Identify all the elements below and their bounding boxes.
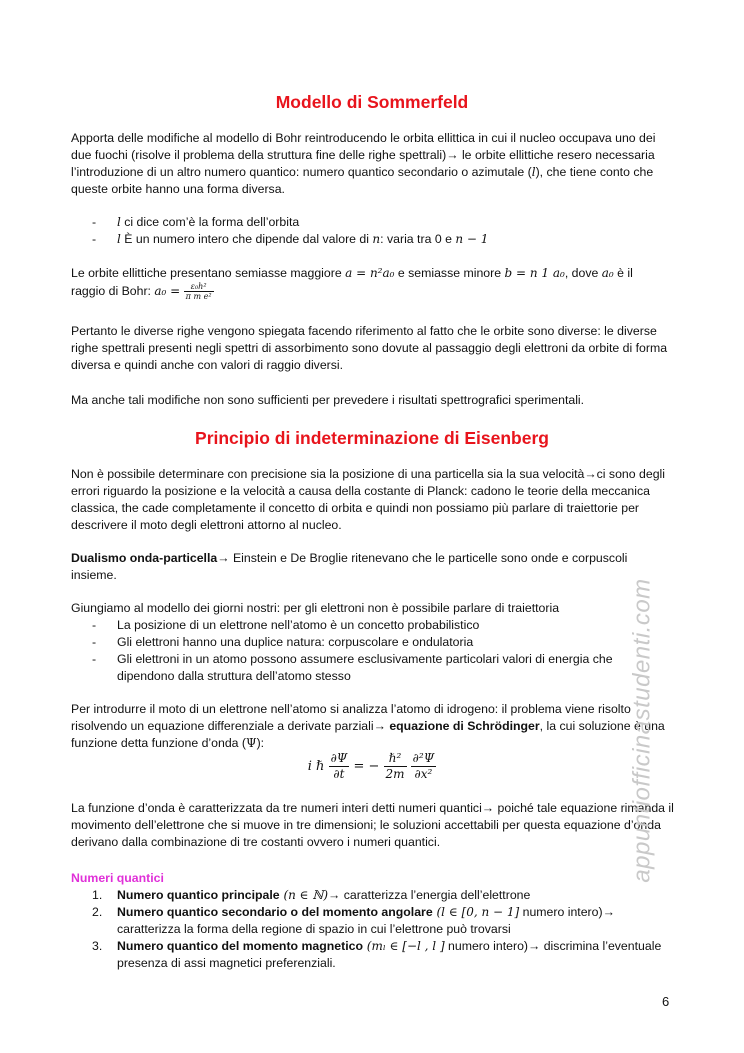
text: → Einstein e De Broglie ritenevano che le particelle sono onde e corpuscoli insieme. — [71, 551, 628, 582]
text: , dove — [564, 266, 602, 280]
paragraph — [71, 130, 676, 198]
fraction-numerator: ℏ² — [384, 751, 407, 767]
text: ): — [256, 736, 265, 750]
text: Gli elettroni in un atomo possono assumere esclusivamente particolari valori di energia che dipendono dalla struttura dell’atomo stesso — [117, 652, 613, 683]
text: e semiasse minore — [394, 266, 505, 280]
numbered-list — [92, 887, 672, 972]
text: La posizione di un elettrone nell’atomo è un concetto probabilistico — [117, 618, 480, 632]
paragraph: Ma anche tali modifiche non sono sufficienti per prevedere i risultati spettrografici sperimentali. — [71, 393, 585, 407]
eq-fraction — [411, 751, 437, 782]
bold-term: Numero quantico principale — [117, 888, 280, 902]
subsection-title-numeri-quantici: Numeri quantici — [71, 871, 164, 885]
watermark — [622, 540, 662, 920]
eq-term: = − — [353, 759, 380, 774]
fraction-numerator: ε₀h² — [184, 282, 214, 292]
fraction-denominator: ∂x² — [414, 767, 433, 781]
list-item — [92, 938, 672, 972]
text: ), che tiene conto che queste orbite hanno una forma diversa. — [71, 165, 654, 196]
bullet-list — [92, 617, 662, 685]
math-expr: a = n²a₀ — [345, 266, 395, 280]
text: raggio di Bohr: — [71, 283, 155, 298]
bohr-radius-fraction — [184, 282, 214, 301]
paragraph — [71, 701, 676, 752]
item-number: 1. — [92, 888, 103, 902]
text: Gli elettroni hanno una duplice natura: corpuscolare e ondulatoria — [117, 635, 474, 649]
list-item: - l È un numero intero che dipende dal valore di n: varia tra 0 e n − 1 — [92, 232, 489, 246]
text: → caratterizza l’energia dell’elettrone — [328, 888, 531, 902]
text: è il — [613, 266, 633, 280]
bold-term: Numero quantico secondario o del momento angolare — [117, 905, 433, 919]
paragraph: Pertanto le diverse righe vengono spiegata facendo riferimento al fatto che le orbite sono diverse: le diverse righe spettrali presenti negli spettri di assorbimento sono dovute al passaggio degli elettroni da orbite di forma diversa e quindi anche con valori di raggio diversi. — [71, 324, 668, 372]
text: : varia tra 0 e — [380, 232, 456, 246]
text: Per introdurre il moto di un elettrone nell’atomo si analizza l’atomo di idrogeno: il problema viene risolto risolvendo un equazione differenziale a derivate parziali→ — [71, 702, 631, 733]
text: numero intero)→ discrimina l’eventuale presenza di assi magnetici preferenziali. — [117, 939, 662, 970]
math-var: l — [531, 165, 536, 179]
list-item — [92, 904, 672, 938]
paragraph — [71, 265, 676, 301]
text: È un numero intero che dipende dal valore di — [120, 232, 373, 246]
bold-term: Dualismo onda-particella — [71, 551, 218, 565]
text: numero intero)→ caratterizza la forma della regione di spazio in cui l’elettrone può trovarsi — [117, 905, 615, 936]
text: Le orbite ellittiche presentano semiasse maggiore — [71, 266, 346, 280]
section-title-eisenberg: Principio di indeterminazione di Eisenberg — [195, 428, 549, 448]
item-number: 3. — [92, 939, 103, 953]
math-symbol: Ψ — [246, 736, 257, 750]
text: , la cui soluzione è una funzione detta funzione d’onda ( — [71, 719, 665, 750]
page-number: 6 — [662, 994, 670, 1009]
math-expr: a₀ = — [154, 283, 181, 298]
list-item: - l ci dice com’è la forma dell’orbita — [92, 215, 300, 229]
math-expr: b = n 1 a₀ — [504, 266, 565, 280]
paragraph: Giungiamo al modello dei giorni nostri: per gli elettroni non è possibile parlare di traiettoria — [71, 601, 560, 615]
math-var: n — [372, 232, 381, 246]
math-expr: (l ∈ [0, n − 1] — [432, 905, 520, 919]
bold-term: Numero quantico del momento magnetico — [117, 939, 363, 953]
eq-fraction — [384, 751, 407, 782]
section-title-sommerfeld: Modello di Sommerfeld — [275, 92, 469, 112]
math-expr: (n ∈ ℕ) — [279, 888, 329, 902]
eq-term: i ℏ — [307, 759, 325, 774]
fraction-numerator: ∂²Ψ — [412, 751, 435, 765]
watermark-text: appuntiofficinastudenti.com — [628, 577, 656, 883]
paragraph: Non è possibile determinare con precisione sia la posizione di una particella sia la sua velocità→ci sono degli errori riguardo la posizione e la velocità a causa della costante di Planck: cadono le teorie della meccanica classica, the cade completamente il concetto di orbita e quindi non possiamo più parlare di traiettorie per descrivere il moto degli elettroni attorno al nucleo. — [71, 467, 665, 532]
fraction-denominator: 2m — [385, 767, 405, 781]
fraction-numerator: ∂Ψ — [330, 751, 348, 765]
fraction-denominator: ∂t — [333, 767, 345, 781]
text: Apporta delle modifiche al modello di Bohr reintroducendo le orbita ellittica in cui il nucleo occupava uno dei due fuochi (risolve il problema della struttura fine delle righe spettrali)→ le orbite ellittiche resero necessaria l’introduzione di un altro numero quantico: numero quantico secondario o azimutale ( — [71, 131, 656, 179]
paragraph — [71, 550, 676, 584]
item-number: 2. — [92, 905, 103, 919]
math-expr: a₀ — [601, 266, 614, 280]
fraction-denominator: π m e² — [185, 292, 212, 301]
eq-fraction — [329, 751, 350, 782]
list-item: - Gli elettroni hanno una duplice natura: corpuscolare e ondulatoria — [92, 635, 474, 649]
bold-term: equazione di Schrödinger — [389, 719, 540, 733]
list-item: - La posizione di un elettrone nell’atomo è un concetto probabilistico — [92, 618, 480, 632]
paragraph: La funzione d’onda è caratterizzata da tre numeri interi detti numeri quantici→ poiché tale equazione rimanda il movimento dell’elettrone che si muove in tre dimensioni; le soluzioni accettabili per questa equazione d’onda derivano dalla combinazione di tre costanti ovvero i numeri quantici. — [71, 801, 674, 849]
text: ci dice com’è la forma dell’orbita — [120, 215, 300, 229]
math-var: l — [117, 232, 121, 246]
list-item: - Gli elettroni in un atomo possono assumere esclusivamente particolari valori di energia che dipendono dalla struttura dell’atomo stesso — [92, 652, 613, 683]
math-var: l — [117, 215, 121, 229]
bullet-list — [92, 214, 672, 248]
math-expr: (mₗ ∈ [−l , l ] — [362, 939, 445, 953]
math-expr: n − 1 — [455, 232, 489, 246]
list-item — [92, 887, 672, 904]
